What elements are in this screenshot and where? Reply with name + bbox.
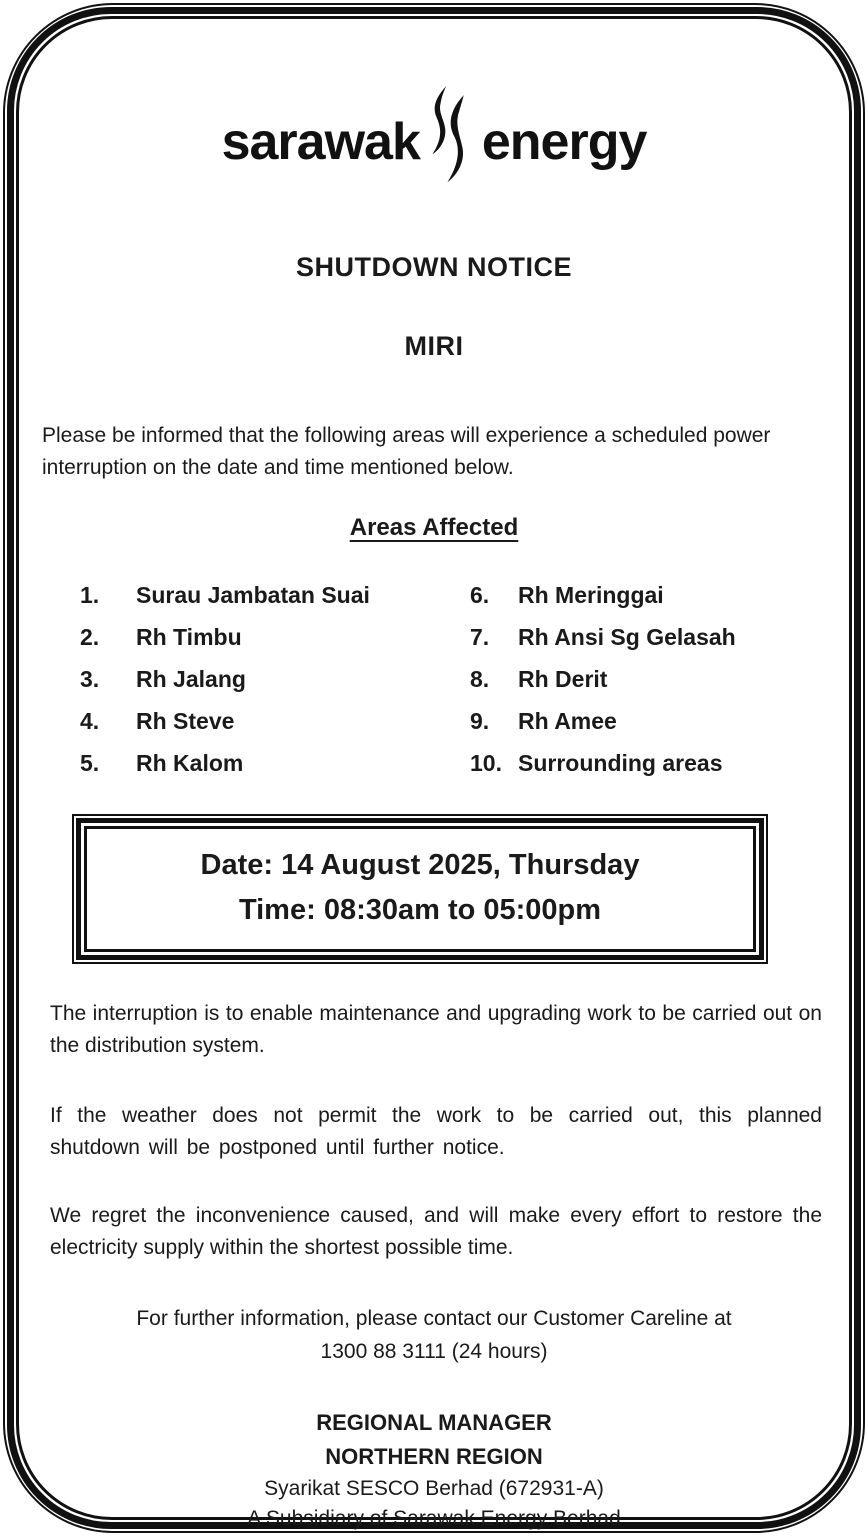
area-number: 8. — [470, 666, 490, 692]
area-item — [470, 700, 828, 742]
schedule-time: Time: 08:30am to 05:00pm — [238, 894, 602, 926]
area-name: Rh Amee — [518, 708, 617, 734]
areas-column-left — [80, 574, 470, 784]
careline-number: 1300 88 3111 (24 hours) — [320, 1340, 548, 1363]
area-name: Rh Kalom — [136, 750, 244, 776]
notice-title: SHUTDOWN NOTICE — [296, 252, 572, 282]
area-item — [470, 742, 828, 784]
area-item — [80, 658, 470, 700]
area-item — [470, 616, 828, 658]
logo-word-energy: energy — [481, 113, 647, 171]
signature-block — [40, 1406, 828, 1534]
areas-column-right — [470, 574, 828, 784]
schedule-box — [72, 814, 768, 964]
sarawak-energy-logo — [40, 66, 828, 218]
area-name: Surau Jambatan Suai — [136, 582, 370, 608]
area-number: 1. — [80, 582, 100, 608]
area-name: Surrounding areas — [518, 750, 723, 776]
areas-affected-heading: Areas Affected — [349, 514, 519, 541]
area-item — [80, 742, 470, 784]
area-item — [470, 658, 828, 700]
areas-list — [40, 574, 828, 784]
area-number: 9. — [470, 708, 490, 734]
company-subsidiary: A Subsidiary of Sarawak Energy Berhad — [247, 1507, 621, 1530]
area-name: Rh Timbu — [136, 624, 242, 650]
area-name: Rh Meringgai — [518, 582, 664, 608]
careline-text: For further information, please contact our Customer Careline at — [136, 1307, 732, 1330]
area-name: Rh Derit — [518, 666, 608, 692]
notice-content — [20, 20, 848, 1530]
schedule-box-inner-border — [84, 826, 756, 952]
flame-icon — [422, 59, 480, 214]
company-name: Syarikat SESCO Berhad (672931-A) — [264, 1477, 604, 1500]
area-number: 10. — [470, 750, 502, 776]
signature-region: NORTHERN REGION — [325, 1444, 543, 1469]
area-number: 7. — [470, 624, 490, 650]
logo-word-sarawak: sarawak — [221, 113, 420, 171]
area-number: 2. — [80, 624, 100, 650]
area-item — [80, 616, 470, 658]
notice-region: MIRI — [404, 331, 464, 361]
area-number: 4. — [80, 708, 100, 734]
paragraph-maintenance: The interruption is to enable maintenance and upgrading work to be carried out on the distribution system. — [50, 1002, 822, 1057]
paragraph-weather: If the weather does not permit the work to be carried out, this planned shutdown will be postponed until further notice. — [50, 1104, 822, 1159]
area-name: Rh Steve — [136, 708, 235, 734]
paragraph-regret: We regret the inconvenience caused, and will make every effort to restore the electricity supply within the shortest possible time. — [50, 1204, 822, 1259]
schedule-box-middle-border — [76, 818, 764, 960]
area-item — [80, 700, 470, 742]
signature-title: REGIONAL MANAGER — [316, 1410, 552, 1435]
area-item — [470, 574, 828, 616]
area-number: 6. — [470, 582, 490, 608]
area-item — [80, 574, 470, 616]
area-name: Rh Ansi Sg Gelasah — [518, 624, 736, 650]
careline-info — [40, 1302, 828, 1368]
intro-paragraph: Please be informed that the following areas will experience a scheduled power interruption on the date and time mentioned below. — [42, 424, 771, 479]
area-number: 5. — [80, 750, 100, 776]
schedule-date: Date: 14 August 2025, Thursday — [200, 849, 640, 881]
area-name: Rh Jalang — [136, 666, 246, 692]
area-number: 3. — [80, 666, 100, 692]
